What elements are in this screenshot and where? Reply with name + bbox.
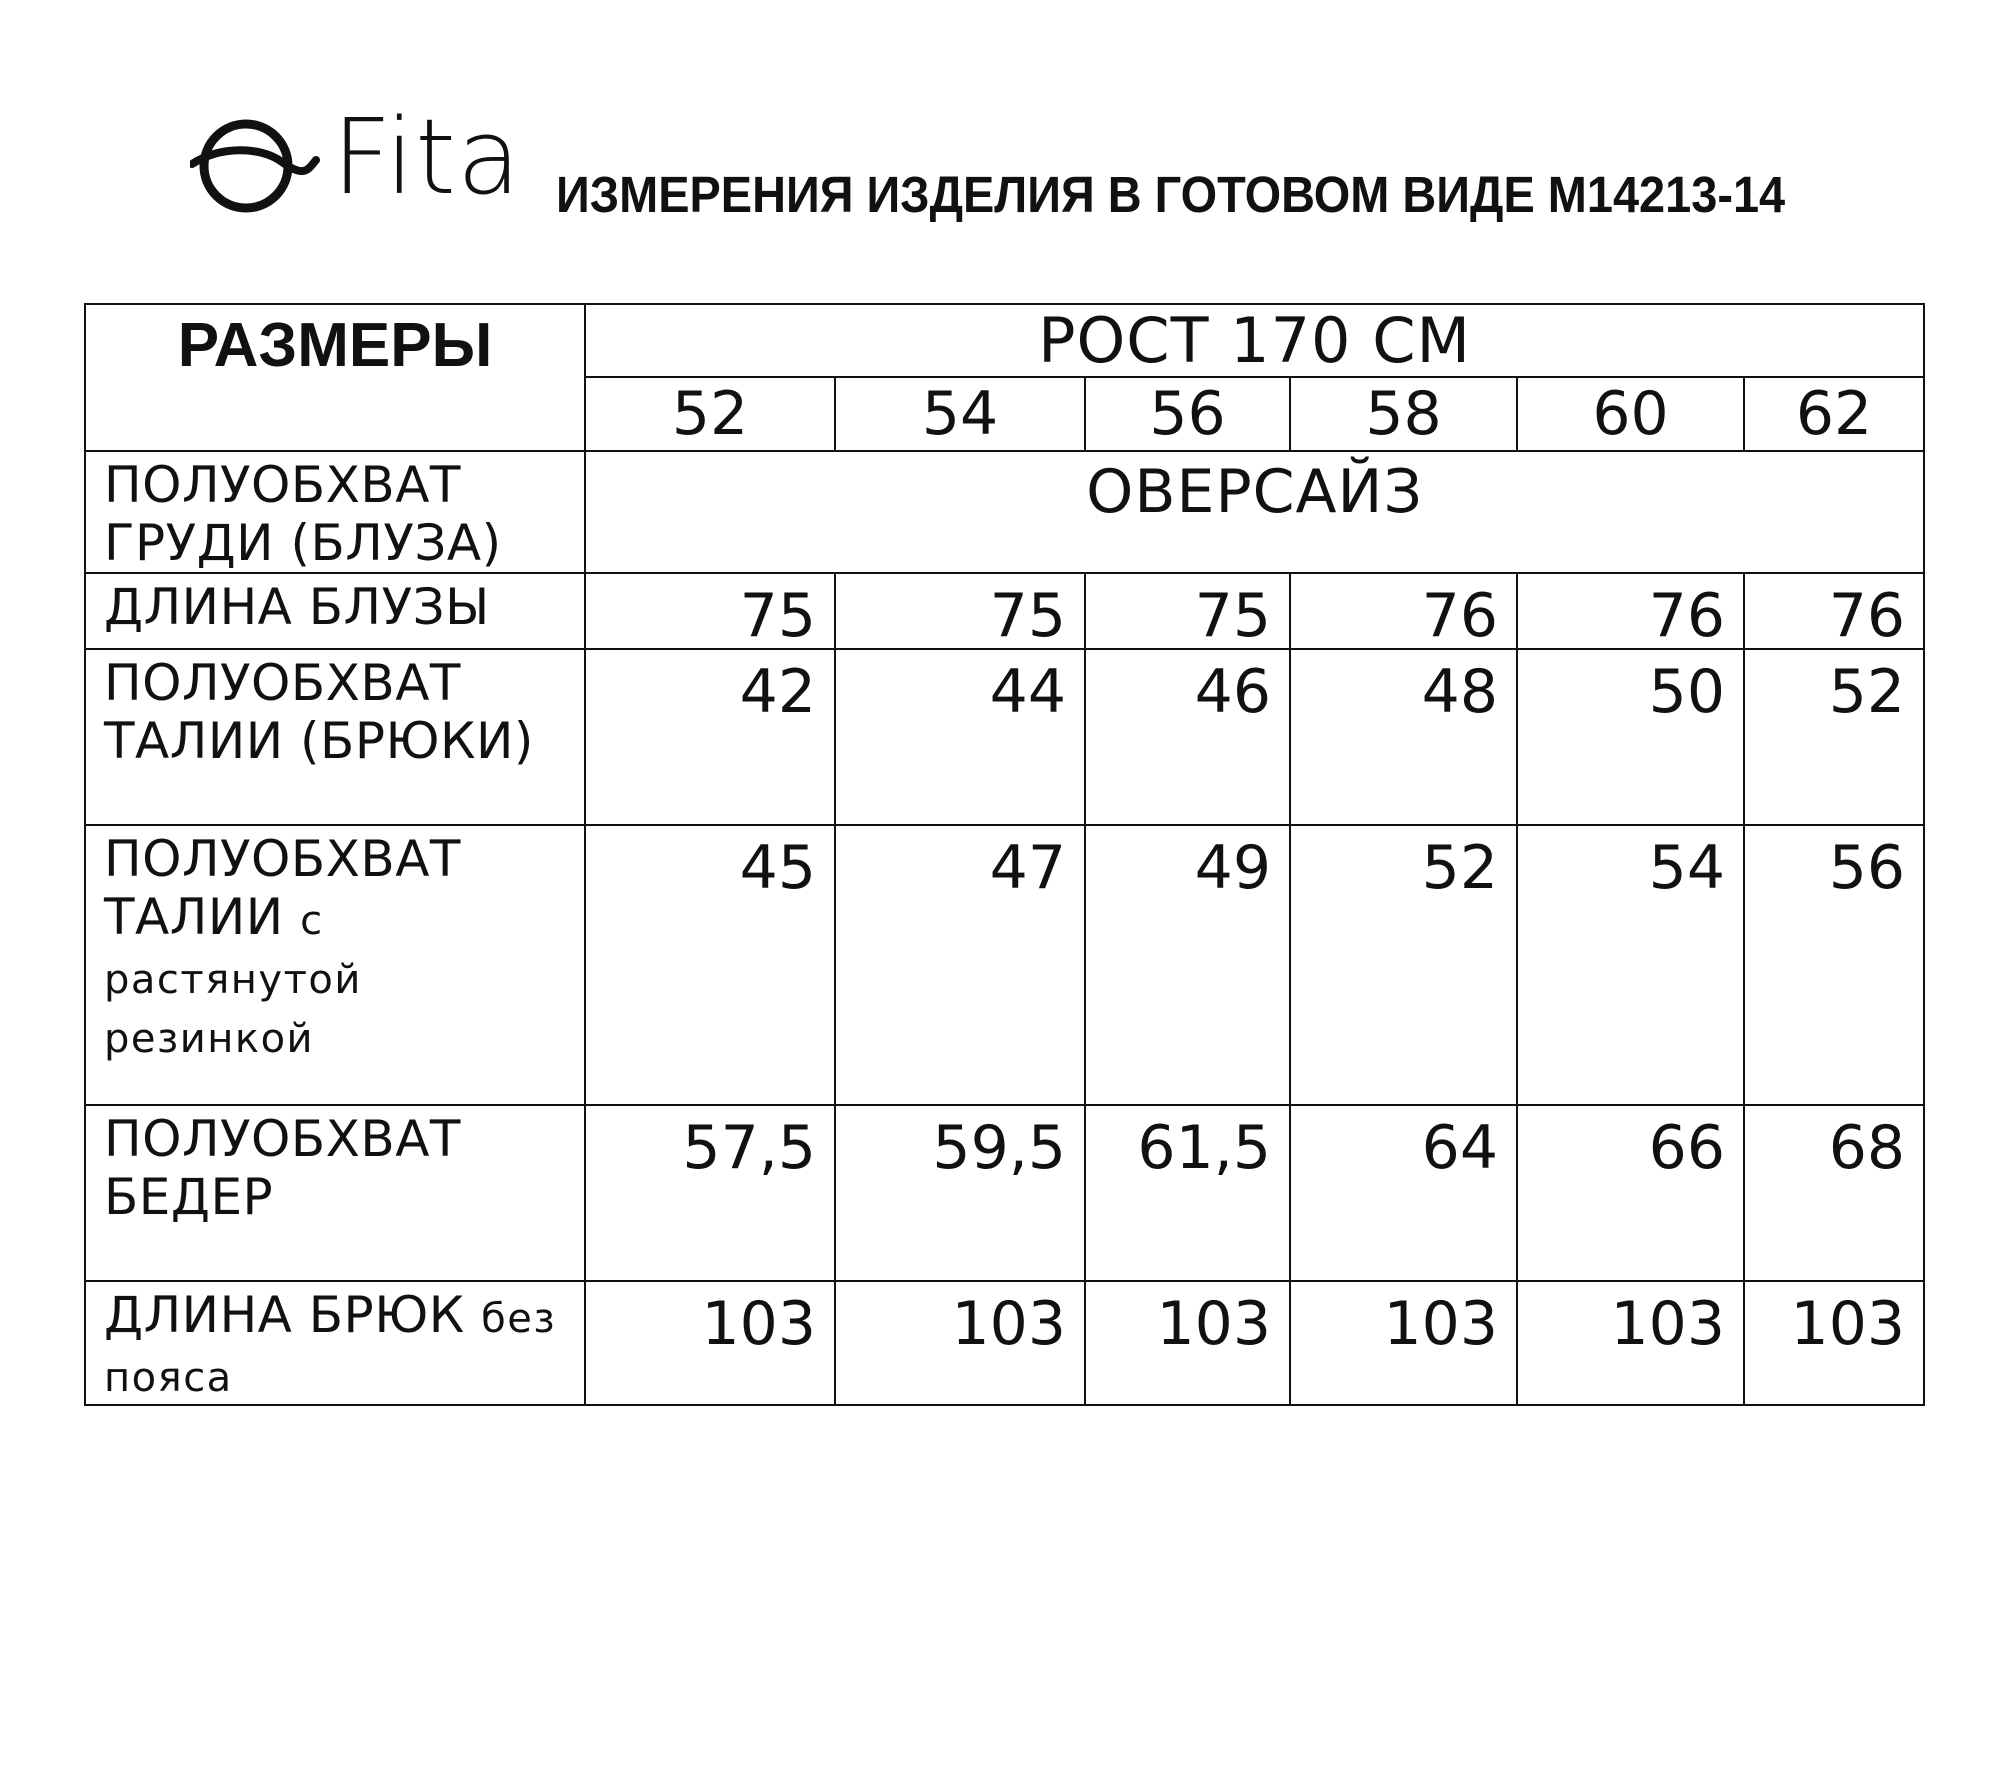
table-row [85,1105,1924,1281]
table-row [85,573,1924,649]
value-cell: 64 [1290,1105,1517,1281]
value-cell: 103 [585,1281,835,1405]
document-title: ИЗМЕРЕНИЯ ИЗДЕЛИЯ В ГОТОВОМ ВИДЕ М14213-14 [556,166,1786,223]
value-cell: 52 [1744,649,1924,825]
row-label [85,825,585,1105]
row-label-main: ПОЛУОБХВАТ ТАЛИИ [104,830,461,946]
value-cell: 52 [1290,825,1517,1105]
size-header-52: 52 [585,377,835,451]
table-row [85,649,1924,825]
value-cell: 68 [1744,1105,1924,1281]
brand-logo [190,96,522,230]
value-cell: 75 [835,573,1085,649]
value-cell: 46 [1085,649,1290,825]
size-header-54: 54 [835,377,1085,451]
table-row [85,1281,1924,1405]
size-header-62: 62 [1744,377,1924,451]
value-cell: 66 [1517,1105,1744,1281]
value-cell: 49 [1085,825,1290,1105]
row-label [85,451,585,573]
value-cell: 75 [585,573,835,649]
value-cell: 61,5 [1085,1105,1290,1281]
value-cell: 75 [1085,573,1290,649]
row-label-note: без пояса [104,1296,557,1401]
row-label [85,1105,585,1281]
row-label [85,573,585,649]
value-cell: 103 [1290,1281,1517,1405]
size-header-58: 58 [1290,377,1517,451]
size-chart-table [84,303,1925,1406]
row-label-note: с растянутой резинкой [104,898,362,1062]
logo-wordmark: Fita [332,96,522,218]
size-header-56: 56 [1085,377,1290,451]
value-cell: 103 [835,1281,1085,1405]
row-label [85,649,585,825]
height-header-cell: РОСТ 170 СМ [585,304,1924,377]
table-row [85,451,1924,573]
value-cell: 76 [1744,573,1924,649]
row-label [85,1281,585,1405]
value-cell: 76 [1517,573,1744,649]
value-cell: 44 [835,649,1085,825]
value-cell: 50 [1517,649,1744,825]
size-header-60: 60 [1517,377,1744,451]
value-cell: 54 [1517,825,1744,1105]
value-cell: 57,5 [585,1105,835,1281]
oversize-cell: ОВЕРСАЙЗ [585,451,1924,573]
page-header [0,0,2000,280]
row-label-main: ПОЛУОБХВАТ БЕДЕР [104,1110,461,1226]
row-label-main: ПОЛУОБХВАТ ТАЛИИ (БРЮКИ) [104,654,534,770]
table-row [85,825,1924,1105]
value-cell: 42 [585,649,835,825]
value-cell: 76 [1290,573,1517,649]
row-label-main: ДЛИНА БРЮК [104,1286,465,1344]
logo-mark-icon [190,108,320,218]
value-cell: 103 [1085,1281,1290,1405]
header-row-height [85,304,1924,377]
row-label-main: ДЛИНА БЛУЗЫ [104,578,490,636]
value-cell: 59,5 [835,1105,1085,1281]
value-cell: 47 [835,825,1085,1105]
value-cell: 48 [1290,649,1517,825]
row-label-main: ПОЛУОБХВАТ ГРУДИ (БЛУЗА) [104,456,502,572]
value-cell: 103 [1517,1281,1744,1405]
value-cell: 56 [1744,825,1924,1105]
value-cell: 103 [1744,1281,1924,1405]
value-cell: 45 [585,825,835,1105]
sizes-header-cell: РАЗМЕРЫ [85,304,585,451]
